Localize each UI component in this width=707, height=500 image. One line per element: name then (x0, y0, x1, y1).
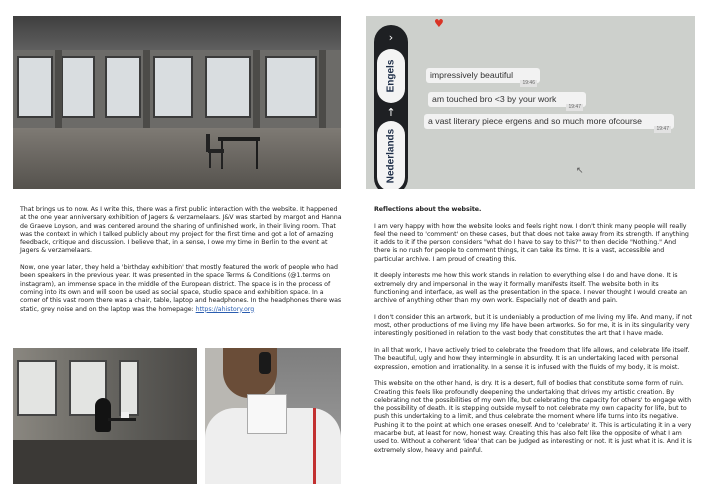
comment-bubble (426, 68, 540, 86)
comment-time: 19:46 (522, 80, 535, 86)
paragraph-text: Now, one year later, they held a 'birthday exhibition' that mostly featured the work of people who had been speakers in the previous year. It was presented in the space Terms & Conditions (@1.terms on instagram), an immense space in the middle of the European district. The space is in the process of coming into its own and will soon be used as social space, studio space and exhibition space. In a corner of this vast room there was a chair, table, laptop and headphones. In the headphones there was static, grey noise and on the laptop was the homepage: (20, 264, 342, 313)
exhibition-hall-photo (13, 16, 341, 189)
paragraph: I don't consider this an artwork, but it is undeniably a production of me living my life. And many, if not most, other productions of me living my life have been artworks. So for me, it is in its singularity very interestingly positioned in relation to the vast body that constitutes the art that I have made. (374, 313, 693, 338)
mouse-cursor-icon: ↖ (576, 166, 584, 176)
chevron-right-icon[interactable]: › (388, 31, 394, 44)
comment-bubble (428, 92, 586, 110)
tab-nederlands[interactable] (377, 121, 405, 189)
paragraph: I am very happy with how the website looks and feels right now. I don't think many people will really feel the need to 'comment' on these cases, but that does not take away from its strength. If anything it adds to it if the person considers "what do I have to say to this?" to then decide "Nothing." And there is no rush for people to comment things, it can take its time. It is a vast, accessible and particular archive. I am proud of creating this. (374, 222, 689, 263)
tab-engels[interactable] (377, 49, 405, 103)
visitor-headphones-photo (205, 348, 341, 484)
paragraph: This website on the other hand, is dry. It is a desert, full of bodies that constitute some form of ruin. Creating this feels like profoundly deepening the undertaking that drives my artistic creation. By celebrating not the possibilities of my own life, but celebrating the capacity for others' to engage with the possibility of death. It is stepping outside myself to not celebrate my own capacity for life, but to push this undertaking to a limit, and thus celebrate the moment where life turns into its negative. Pushing it to the point at which one erases oneself. And to 'celebrate' it. This is articulating it in a very macarbe but, at least for now, honest way. Creating this has also felt like the opposite of what I am used to. Without a coherent 'idea' that can be judged as interesting or not. It is just what it is. And it is extremely slow, heavy and painful. (374, 380, 692, 454)
visitor-at-desk-photo (13, 348, 197, 484)
comment-time: 19:47 (568, 104, 581, 110)
comment-text: am touched bro <3 by your work (432, 94, 557, 104)
comment-text: a vast literary piece ergens and so much more ofcourse (428, 116, 642, 126)
paragraph (20, 264, 342, 314)
paragraph: That brings us to now. As I write this, there was a first public interaction with the website. It happened at the one year anniversary exhibition of Jagers & verzamelaars. J&V was started by margot and Hanna de Graeve Loyson, and was centered around the sharing of unfinished work, in their living room. That was the context in which I talked publicly about my project for the first time and got a lot of amazing feedback, critique and discussion. I believe that, in a sense, I owe my time in Berlin to the event at Jagers & verzamelaars. (20, 206, 342, 255)
language-toggle-bar (374, 25, 408, 189)
paragraph: In all that work, I have actively tried to celebrate the freedom that life allows, and celebrate life itself. The beautiful, ugly and how they intermingle in absurdity. It is an undertaking laced with personal expression, emotion and irrationality. In a sense it is infused with the fluids of my body, it is moist. (374, 347, 690, 371)
heart-icon: ♥ (434, 17, 444, 30)
comment-text: impressively beautiful (430, 70, 514, 80)
homepage-link[interactable]: https://ahistory.org (195, 305, 255, 313)
paragraph: It deeply interests me how this work stands in relation to everything else I do and have done. It is extremely dry and impersonal in the way it formally manifests itself. The website both in its functioning and interface, as well as the presentation in the space. I never thought I would create an archive of anything other than my own work. Especially not of death and pain. (374, 272, 687, 305)
arrow-up-icon[interactable]: ↑ (386, 106, 396, 119)
tab-nederlands-label: Nederlands (385, 128, 397, 184)
tab-engels-label: Engels (385, 59, 397, 93)
section-heading: Reflections about the website. (374, 206, 482, 213)
right-text-column (374, 206, 692, 463)
comment-time: 19:47 (656, 126, 669, 132)
left-text-column (20, 206, 342, 322)
website-comments-screenshot (366, 16, 695, 189)
comment-bubble (424, 114, 674, 132)
